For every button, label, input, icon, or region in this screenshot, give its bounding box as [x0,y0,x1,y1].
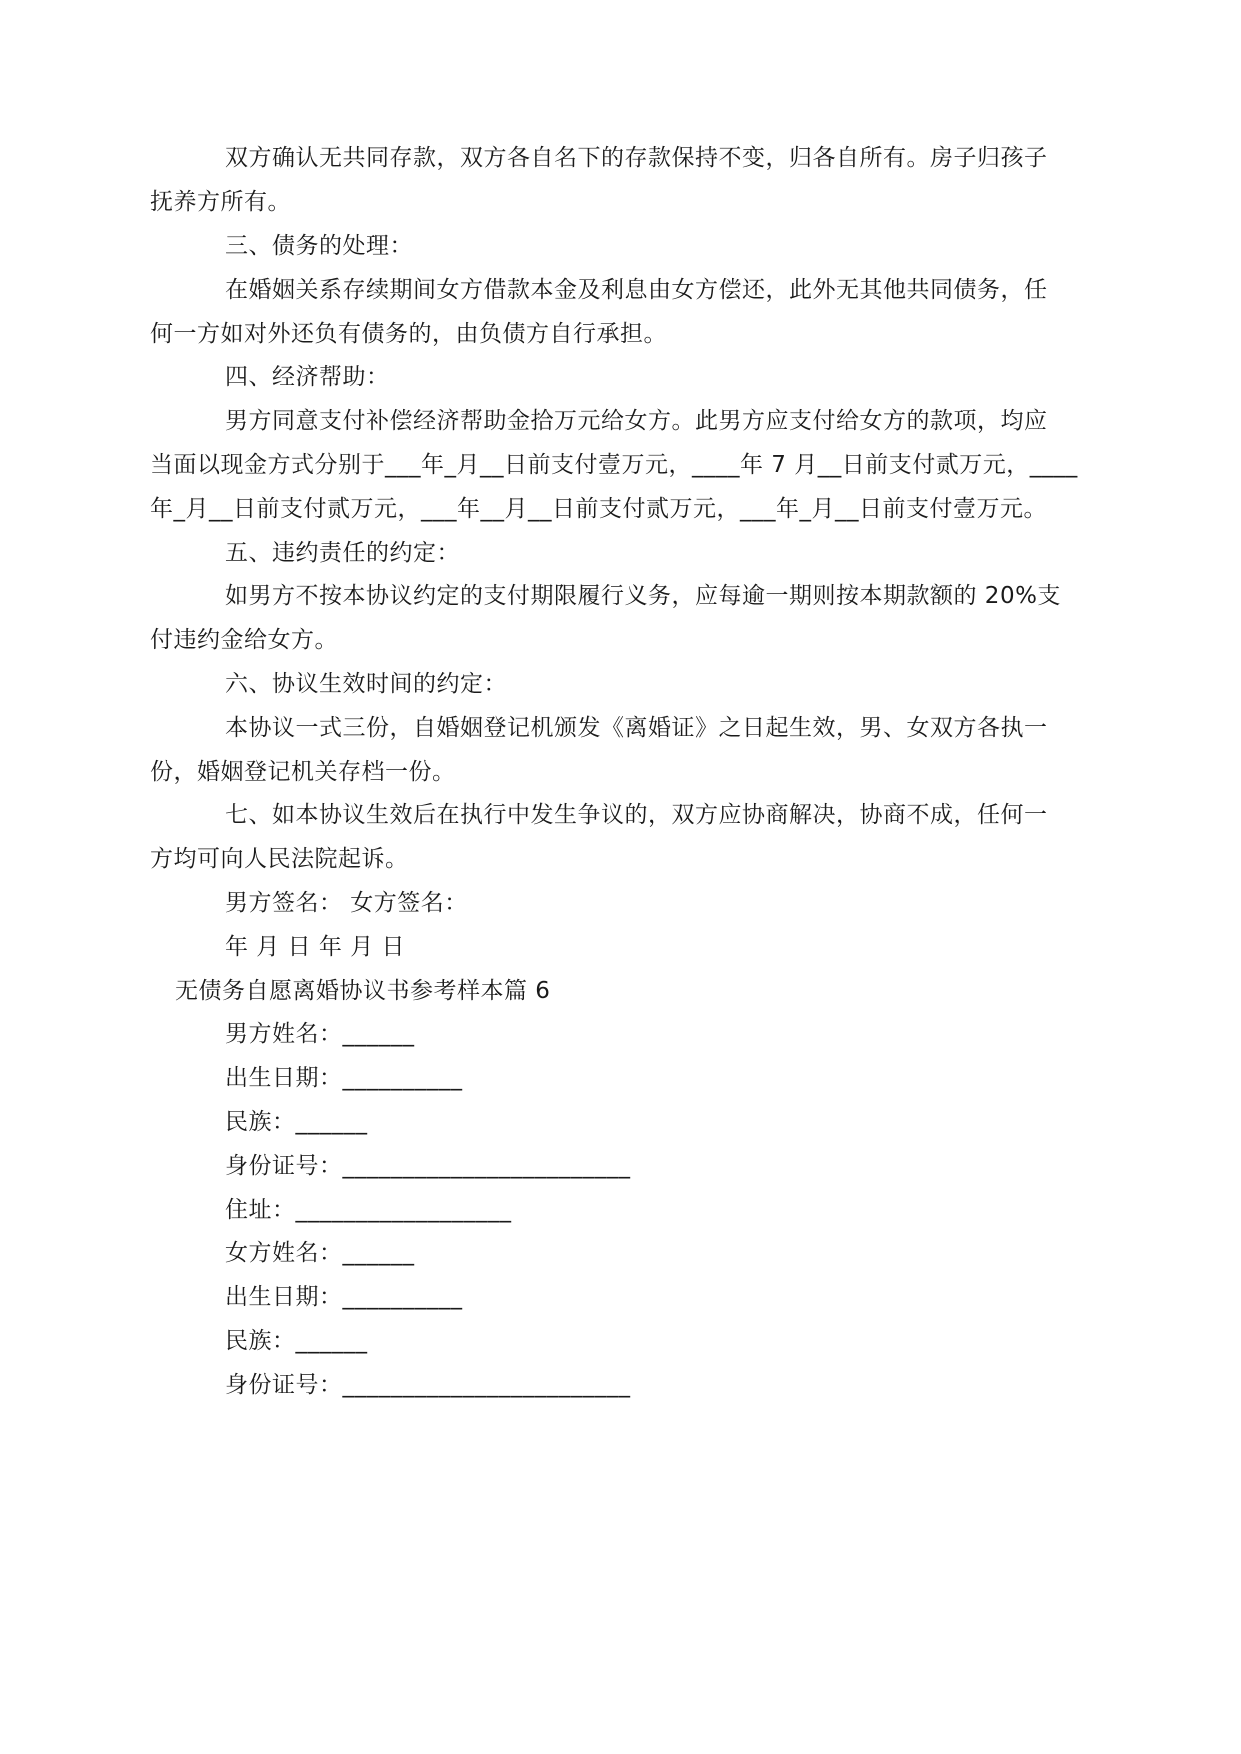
paragraph-line: 男方同意支付补偿经济帮助金拾万元给女方。此男方应支付给女方的款项，均应 [225,408,1048,434]
form-field-line: 民族：______ [225,1328,368,1354]
paragraph-line: 本协议一式三份，自婚姻登记机颁发《离婚证》之日起生效，男、女双方各执一 [225,715,1048,741]
form-field-line: 女方姓名：______ [225,1240,415,1266]
paragraph-line: 抚养方所有。 [150,189,291,215]
paragraph-line: 如男方不按本协议约定的支付期限履行义务，应每逾一期则按本期款额的 20%支 [225,583,1061,609]
section-heading: 六、协议生效时间的约定： [225,671,507,697]
form-field-line: 身份证号：________________________ [225,1153,631,1179]
form-field-line: 民族：______ [225,1109,368,1135]
paragraph-line: 份，婚姻登记机关存档一份。 [150,759,456,785]
paragraph-line: 双方确认无共同存款，双方各自名下的存款保持不变，归各自所有。房子归孩子 [225,145,1048,171]
form-field-line: 身份证号：________________________ [225,1372,631,1398]
paragraph-line: 年_月__日前支付贰万元，___年__月__日前支付贰万元，___年_月__日前支付壹万元。 [150,496,1047,522]
paragraph-line: 七、如本协议生效后在执行中发生争议的，双方应协商解决，协商不成，任何一 [225,802,1048,828]
date-line: 年 月 日 年 月 日 [225,934,406,960]
form-field-line: 住址：__________________ [225,1197,512,1223]
paragraph-line: 何一方如对外还负有债务的，由负债方自行承担。 [150,321,667,347]
paragraph-line: 在婚姻关系存续期间女方借款本金及利息由女方偿还，此外无其他共同债务，任 [225,277,1048,303]
paragraph-line: 付违约金给女方。 [150,627,338,653]
signature-line: 男方签名： 女方签名： [225,890,468,916]
form-field-line: 出生日期：__________ [225,1065,463,1091]
section-heading: 四、经济帮助： [225,364,390,390]
section-heading: 三、债务的处理： [225,233,413,259]
paragraph-line: 当面以现金方式分别于___年_月__日前支付壹万元，____年 7 月__日前支付贰万元，____ [150,452,1078,478]
form-field-line: 男方姓名：______ [225,1021,415,1047]
form-field-line: 出生日期：__________ [225,1284,463,1310]
section-title: 无债务自愿离婚协议书参考样本篇 6 [175,978,551,1004]
section-heading: 五、违约责任的约定： [225,540,460,566]
paragraph-line: 方均可向人民法院起诉。 [150,846,409,872]
